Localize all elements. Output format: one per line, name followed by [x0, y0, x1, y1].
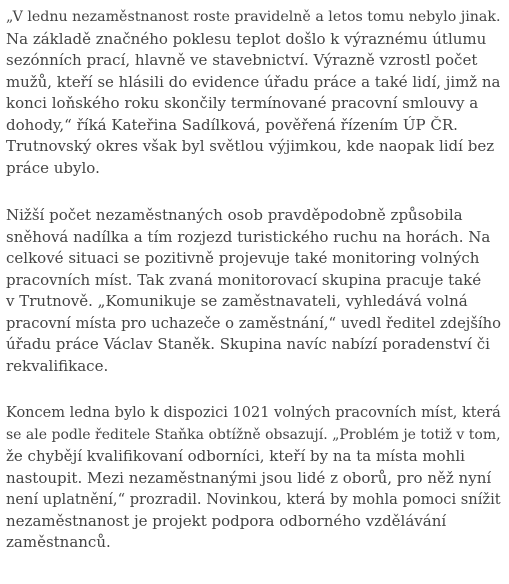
paragraph-line: práce ubylo. — [6, 158, 100, 177]
paragraph-line: Nižší počet nezaměstnaných osob pravděpodobně způsobila — [6, 206, 463, 224]
paragraph-line: úřadu práce Václav Staněk. Skupina navíc nabízí poradenství či — [6, 335, 490, 353]
paragraph-1 — [6, 7, 501, 179]
paragraph-line: není uplatnění,“ prozradil. Novinkou, která by mohla pomoci snížit — [6, 491, 501, 508]
paragraph-line: nastoupit. Mezi nezaměstnanými jsou lidé z oborů, pro něž nyní — [6, 468, 492, 487]
paragraph-line: mužů, kteří se hlásili do evidence úřadu práce a také lidí, jimž na — [6, 72, 501, 91]
paragraph-line: že chybějí kvalifikovaní odborníci, kteří by na ta místa mohli — [6, 447, 465, 465]
paragraph-2 — [6, 205, 501, 377]
paragraph-line: konci loňského roku skončily termínované pracovní smlouvy a — [6, 94, 479, 112]
paragraph-line: dohody,“ říká Kateřina Sadílková, pověřená řízením ÚP ČR. — [6, 115, 458, 134]
paragraph-line: zaměstnanců. — [6, 533, 111, 551]
paragraph-line: se ale podle ředitele Staňka obtížně obsazují. „Problém je totiž v tom, — [6, 426, 501, 443]
paragraph-line: sněhová nadílka a tím rozjezd turistického ruchu na horách. Na — [6, 227, 491, 246]
paragraph-line: v Trutnově. „Komunikuje se zaměstnavateli, vyhledává volná — [6, 292, 468, 310]
paragraph-line: „V lednu nezaměstnanost roste pravidelně a letos tomu nebylo jinak. — [6, 9, 501, 25]
paragraph-3 — [6, 403, 501, 554]
paragraph-line: Trutnovský okres však byl světlou výjimkou, kde naopak lidí bez — [6, 137, 495, 155]
paragraph-line: celkové situaci se pozitivně projevuje také monitoring volných — [6, 249, 480, 267]
paragraph-line: sezónních prací, hlavně ve stavebnictví. Výrazně vzrostl počet — [6, 51, 478, 69]
paragraph-line: pracovní místa pro uchazeče o zaměstnání,“ uvedl ředitel zdejšího — [6, 314, 501, 332]
paragraph-line: Na základě značného poklesu teplot došlo k výraznému útlumu — [6, 29, 487, 48]
paragraph-line: Koncem ledna bylo k dispozici 1021 volných pracovních míst, která — [6, 405, 501, 421]
paragraph-line: nezaměstnanost je projekt podpora odborného vzdělávání — [6, 511, 447, 530]
paragraph-line: rekvalifikace. — [6, 356, 109, 375]
paragraph-line: pracovních míst. Tak zvaná monitorovací skupina pracuje také — [6, 270, 482, 289]
